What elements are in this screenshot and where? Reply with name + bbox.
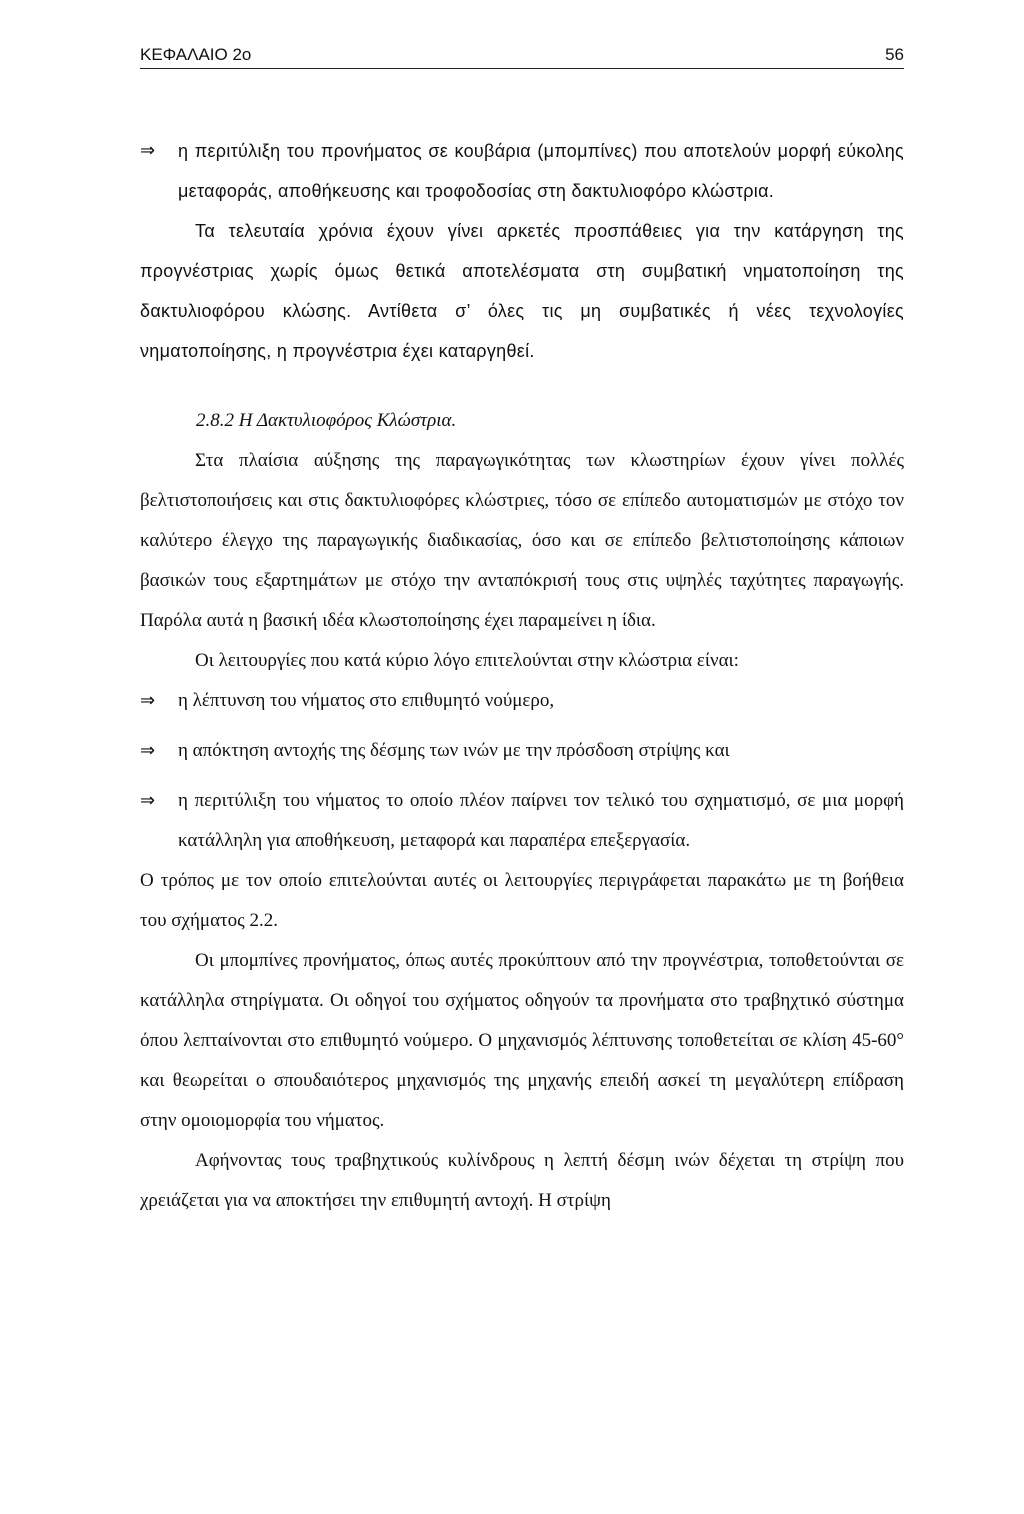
list-item	[140, 131, 904, 211]
page-number: 56	[885, 45, 904, 64]
list-item-text: η λέπτυνση του νήματος στο επιθυμητό νούμερο,	[178, 690, 555, 711]
arrow-icon: ⇒	[140, 790, 156, 811]
section-heading: 2.8.2 Η Δακτυλιοφόρος Κλώστρια.	[196, 410, 457, 431]
paragraph: Οι λειτουργίες που κατά κύριο λόγο επιτελούνται στην κλώστρια είναι:	[195, 650, 739, 671]
paragraph: Στα πλαίσια αύξησης της παραγωγικότητας των κλωστηρίων έχουν γίνει πολλές βελτιστοποιήσεις και στις δακτυλιοφόρες κλώστριες, τόσο σε επίπεδο αυτοματισμών με στόχο τον καλύτερο έλεγχο της παραγωγικής διαδικασίας, όσο και σε επίπεδο βελτιστοποίησης κάποιων βασικών τους εξαρτημάτων με στόχο την ανταπόκρισή τους στις υψηλές ταχύτητες παραγωγής. Παρόλα αυτά η βασική ιδέα κλωστοποίησης έχει παραμείνει η ίδια.	[140, 450, 904, 631]
list-item	[140, 731, 904, 771]
list-item	[140, 681, 904, 721]
arrow-icon: ⇒	[140, 740, 156, 761]
list-item-text: η απόκτηση αντοχής της δέσμης των ινών με την πρόσδοση στρίψης και	[178, 740, 730, 761]
paragraph: Τα τελευταία χρόνια έχουν γίνει αρκετές προσπάθειες για την κατάργηση της προγνέστριας χωρίς όμως θετικά αποτελέσματα στη συμβατική νηματοποίηση της δακτυλιοφόρου κλώσης. Αντίθετα σ’ όλες τις μη συμβατικές ή νέες τεχνολογίες νηματοποίησης, η προγνέστρια έχει καταργηθεί.	[140, 221, 904, 361]
arrow-icon: ⇒	[140, 690, 156, 711]
list-item-text: η περιτύλιξη του νήματος το οποίο πλέον παίρνει τον τελικό του σχηματισμό, σε μια μορφή κατάλληλη για αποθήκευση, μεταφορά και παραπέρα επεξεργασία.	[178, 790, 904, 851]
list-item	[140, 781, 904, 861]
paragraph: Ο τρόπος με τον οποίο επιτελούνται αυτές οι λειτουργίες περιγράφεται παρακάτω με τη βοήθεια του σχήματος 2.2.	[140, 870, 904, 931]
list-item-text: η περιτύλιξη του προνήματος σε κουβάρια (μπομπίνες) που αποτελούν μορφή εύκολης μεταφοράς, αποθήκευσης και τροφοδοσίας στη δακτυλιοφόρο κλώστρια.	[178, 141, 904, 201]
arrow-icon: ⇒	[140, 140, 156, 161]
page-header	[140, 42, 904, 69]
chapter-title: ΚΕΦΑΛΑΙΟ 2ο	[140, 45, 252, 64]
paragraph: Οι μπομπίνες προνήματος, όπως αυτές προκύπτουν από την προγνέστρια, τοποθετούνται σε κατάλληλα στηρίγματα. Οι οδηγοί του σχήματος οδηγούν τα προνήματα στο τραβηχτικό σύστημα όπου λεπταίνονται στο επιθυμητό νούμερο. Ο μηχανισμός λέπτυνσης τοποθετείται σε κλίση 45-60° και θεωρείται ο σπουδαιότερος μηχανισμός της μηχανής επειδή ασκεί τη μεγαλύτερη επίδραση στην ομοιομορφία του νήματος.	[140, 950, 904, 1131]
paragraph: Αφήνοντας τους τραβηχτικούς κυλίνδρους η λεπτή δέσμη ινών δέχεται τη στρίψη που χρειάζεται για να αποκτήσει την επιθυμητή αντοχή. Η στρίψη	[140, 1150, 904, 1211]
